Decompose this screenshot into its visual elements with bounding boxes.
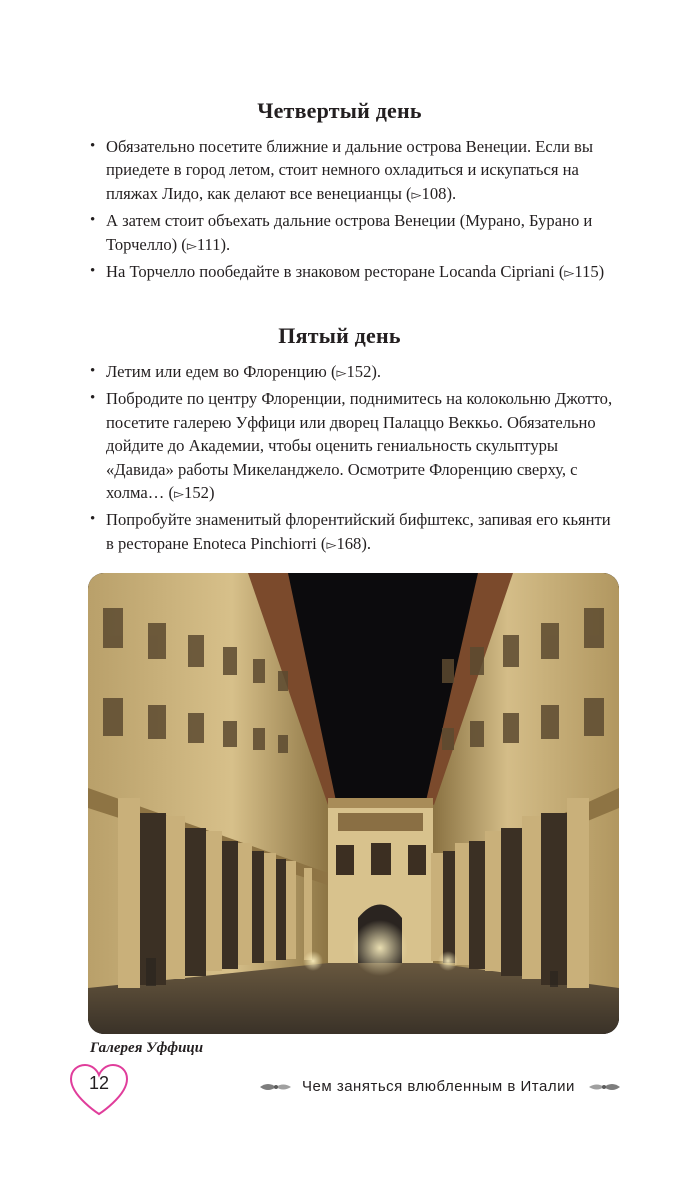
list-item: [90, 260, 620, 284]
page-ref: 111: [196, 234, 221, 254]
page-number: 12: [88, 1073, 110, 1093]
item-text-end: ): [598, 262, 605, 282]
page-ref: 168: [336, 533, 362, 553]
reference-arrow-icon: ▻: [186, 237, 197, 253]
day4-list: [90, 135, 620, 287]
uffizi-photo: [88, 573, 619, 1034]
list-item: [90, 360, 620, 384]
list-item: [90, 135, 620, 206]
item-text: На Торчелло пообедайте в знаковом ресторане Locanda Cipriani (: [106, 262, 565, 282]
running-head: [258, 1075, 622, 1101]
leaf-ornament-icon: [586, 1080, 622, 1094]
reference-arrow-icon: ▻: [411, 186, 422, 202]
running-head-text: Чем заняться влюбленным в Италии: [302, 1078, 575, 1095]
page-ref: 108: [421, 183, 447, 203]
page-ref: 152: [184, 483, 209, 503]
item-text: Обязательно посетите ближние и дальние острова Венеции. Если вы приедете в город летом, стоит немного охладиться и искупаться на пляжах Лидо, как делают все венецианцы (: [106, 137, 594, 203]
item-text-end: ).: [361, 533, 372, 553]
page-ref: 152: [346, 362, 372, 381]
item-text: Попробуйте знаменитый флорентийский бифштекс, запивая его кьянти в ресторане Enoteca Pinchiorri (: [106, 510, 611, 553]
page-number-badge: [68, 1062, 130, 1118]
list-item: [90, 387, 620, 505]
item-text: Летим или едем во Флоренцию (: [106, 362, 337, 381]
photo-caption: Галерея Уффици: [90, 1040, 204, 1056]
leaf-ornament-icon: [258, 1080, 294, 1094]
page-ref: 115: [574, 262, 599, 282]
day5-list: [90, 360, 620, 559]
section-title-day4: Четвертый день: [257, 98, 422, 123]
section-title-day5: Пятый день: [278, 323, 401, 348]
item-text: А затем стоит объехать дальние острова Венеции (Мурано, Бурано и Торчелло) (: [106, 211, 593, 254]
reference-arrow-icon: ▻: [336, 365, 347, 380]
item-text-end: ).: [220, 234, 231, 254]
list-item: [90, 508, 620, 556]
reference-arrow-icon: ▻: [564, 265, 575, 281]
reference-arrow-icon: ▻: [326, 536, 337, 552]
item-text-end: ).: [371, 362, 382, 381]
item-text: Побродите по центру Флоренции, поднимитесь на колокольню Джотто, посетите галерею Уффици или дворец Палаццо Веккьо. Обязательно дойдите до Академии, чтобы оценить гениальность скульптуры «Давида» работы Микеланджело. Осмотрите Флоренцию сверху, с холма… (: [106, 389, 613, 503]
item-text-end: ).: [446, 183, 457, 203]
list-item: [90, 209, 620, 257]
item-text-end: ): [208, 483, 215, 503]
reference-arrow-icon: ▻: [174, 486, 185, 502]
